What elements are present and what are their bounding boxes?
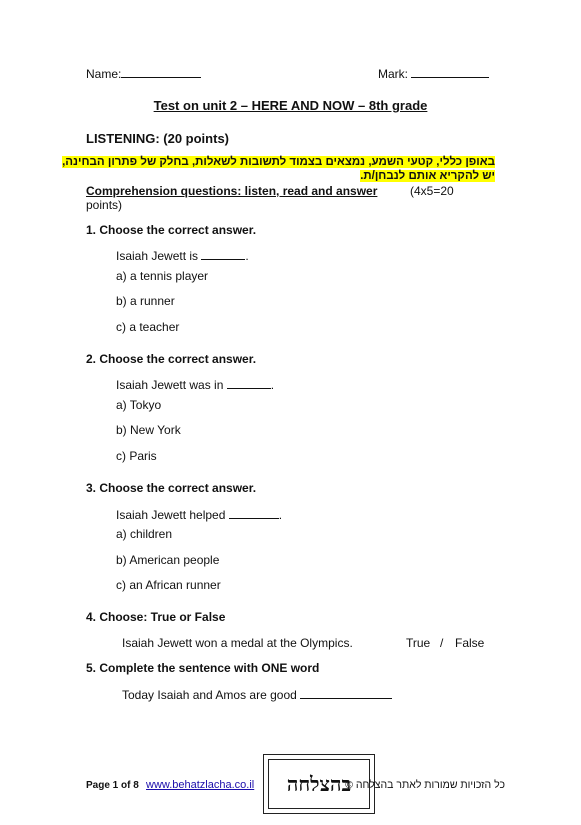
copyright-notice: כל הזכויות שמורות לאתר בהצלחה © (345, 779, 505, 791)
q3-option-b[interactable]: b) American people (116, 553, 220, 567)
q3-heading: 3. Choose the correct answer. (86, 481, 257, 495)
q4-true-option[interactable]: True (406, 636, 431, 650)
section-heading: LISTENING: (20 points) (86, 131, 229, 146)
comprehension-label: Comprehension questions: listen, read and answer (86, 184, 378, 198)
q4-heading: 4. Choose: True or False (86, 610, 226, 624)
q5-sentence: Today Isaiah and Amos are good (122, 687, 392, 702)
q2-heading: 2. Choose the correct answer. (86, 352, 257, 366)
q4-separator: / (440, 636, 444, 650)
website-link[interactable]: www.behatzlacha.co.il (146, 779, 255, 791)
logo-text: בהצלחה (268, 759, 370, 809)
q2-prompt: Isaiah Jewett was in . (116, 378, 275, 392)
q1-heading: 1. Choose the correct answer. (86, 223, 257, 237)
test-title: Test on unit 2 – HERE AND NOW – 8th grade (153, 98, 428, 113)
q1-option-a[interactable]: a) a tennis player (116, 269, 209, 283)
q3-prompt: Isaiah Jewett helped . (116, 508, 283, 522)
q2-option-a[interactable]: a) Tokyo (116, 398, 162, 412)
q4-false-option[interactable]: False (455, 636, 485, 650)
q3-option-a[interactable]: a) children (116, 527, 173, 541)
mark-blank[interactable] (411, 66, 489, 78)
name-label: Name: (86, 66, 201, 81)
q3-blank[interactable] (229, 507, 279, 519)
q4-statement: Isaiah Jewett won a medal at the Olympics. (122, 636, 353, 650)
q2-option-b[interactable]: b) New York (116, 423, 181, 437)
q1-prompt: Isaiah Jewett is . (116, 249, 249, 263)
instruction-hebrew-line2: יש להקריא אותם לנבחן/ת. (360, 170, 495, 182)
comprehension-score: (4x5=20 (410, 184, 454, 198)
q2-option-c[interactable]: c) Paris (116, 449, 157, 463)
q5-blank[interactable] (300, 687, 392, 699)
page-number: Page 1 of 8 (86, 780, 139, 791)
q1-option-c[interactable]: c) a teacher (116, 320, 180, 334)
name-blank[interactable] (121, 66, 201, 78)
q2-blank[interactable] (227, 377, 271, 389)
instruction-hebrew-line1: באופן כללי, קטעי השמע, נמצאים בצמוד לתשובות לשאלות, בחלק של פתרון הבחינה, (62, 156, 495, 168)
q1-blank[interactable] (201, 248, 245, 260)
q1-option-b[interactable]: b) a runner (116, 294, 175, 308)
mark-label: Mark: (378, 66, 489, 81)
q5-heading: 5. Complete the sentence with ONE word (86, 661, 320, 675)
comprehension-score-cont: points) (86, 198, 123, 212)
q3-option-c[interactable]: c) an African runner (116, 578, 221, 592)
